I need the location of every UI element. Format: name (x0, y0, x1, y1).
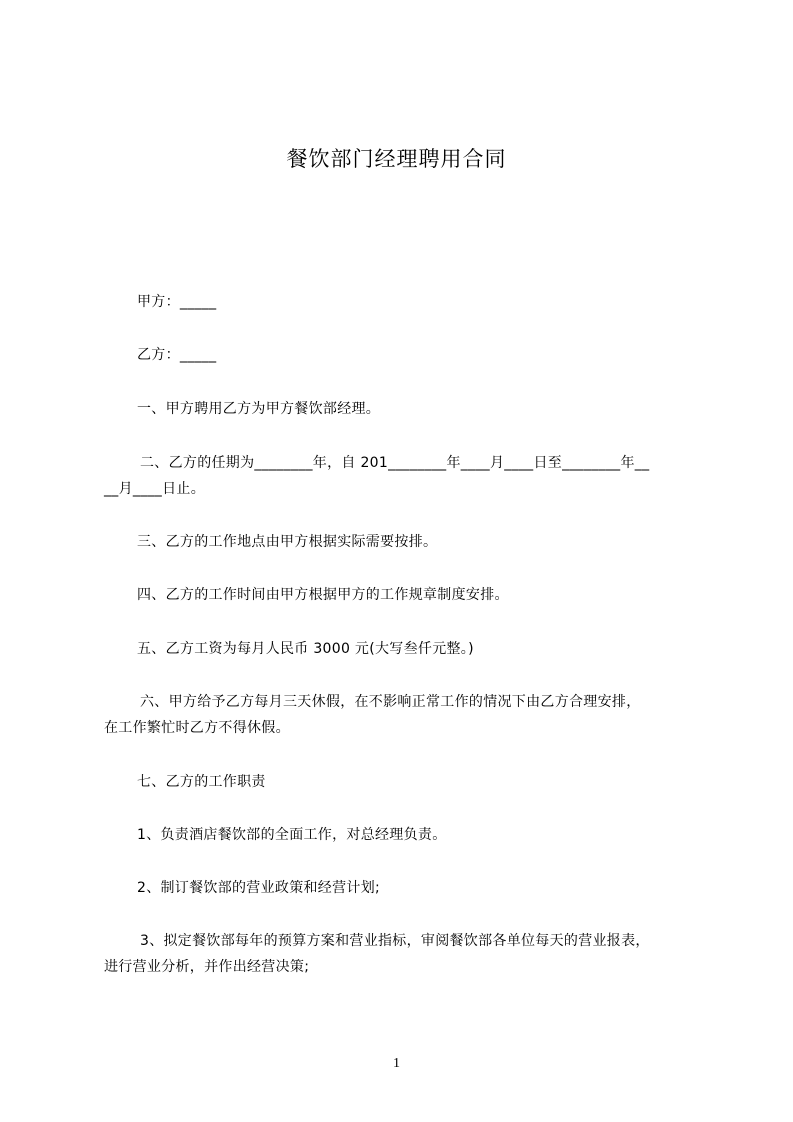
clause-5: 五、乙方工资为每月人民币 3000 元(大写叁仟元整。) (137, 641, 474, 657)
document-title: 餐饮部门经理聘用合同 (286, 147, 507, 171)
clause-6-line-2: 在工作繁忙时乙方不得休假。 (104, 720, 290, 736)
clause-2-line-2: __月____日止。 (104, 481, 205, 497)
party-a-line: 甲方：_____ (137, 294, 217, 310)
clause-2-line-1: 二、乙方的任期为________年，自 201________年____月____日至________年__ (140, 455, 650, 471)
duty-3-line-1: 3、拟定餐饮部每年的预算方案和营业指标，审阅餐饮部各单位每天的营业报表， (140, 933, 650, 949)
duty-2: 2、制订餐饮部的营业政策和经营计划; (137, 880, 381, 896)
clause-6-line-1: 六、甲方给予乙方每月三天休假，在不影响正常工作的情况下由乙方合理安排， (140, 694, 641, 710)
clause-7-heading: 七、乙方的工作职责 (137, 774, 266, 790)
clause-3: 三、乙方的工作地点由甲方根据实际需要按排。 (137, 534, 438, 550)
party-b-line: 乙方：_____ (137, 347, 217, 363)
duty-3-line-2: 进行营业分析，并作出经营决策; (104, 959, 310, 975)
duty-1: 1、负责酒店餐饮部的全面工作，对总经理负责。 (137, 827, 447, 843)
clause-1: 一、甲方聘用乙方为甲方餐饮部经理。 (137, 401, 381, 417)
clause-4: 四、乙方的工作时间由甲方根据甲方的工作规章制度安排。 (137, 587, 509, 603)
page-number: 1 (393, 1056, 400, 1071)
